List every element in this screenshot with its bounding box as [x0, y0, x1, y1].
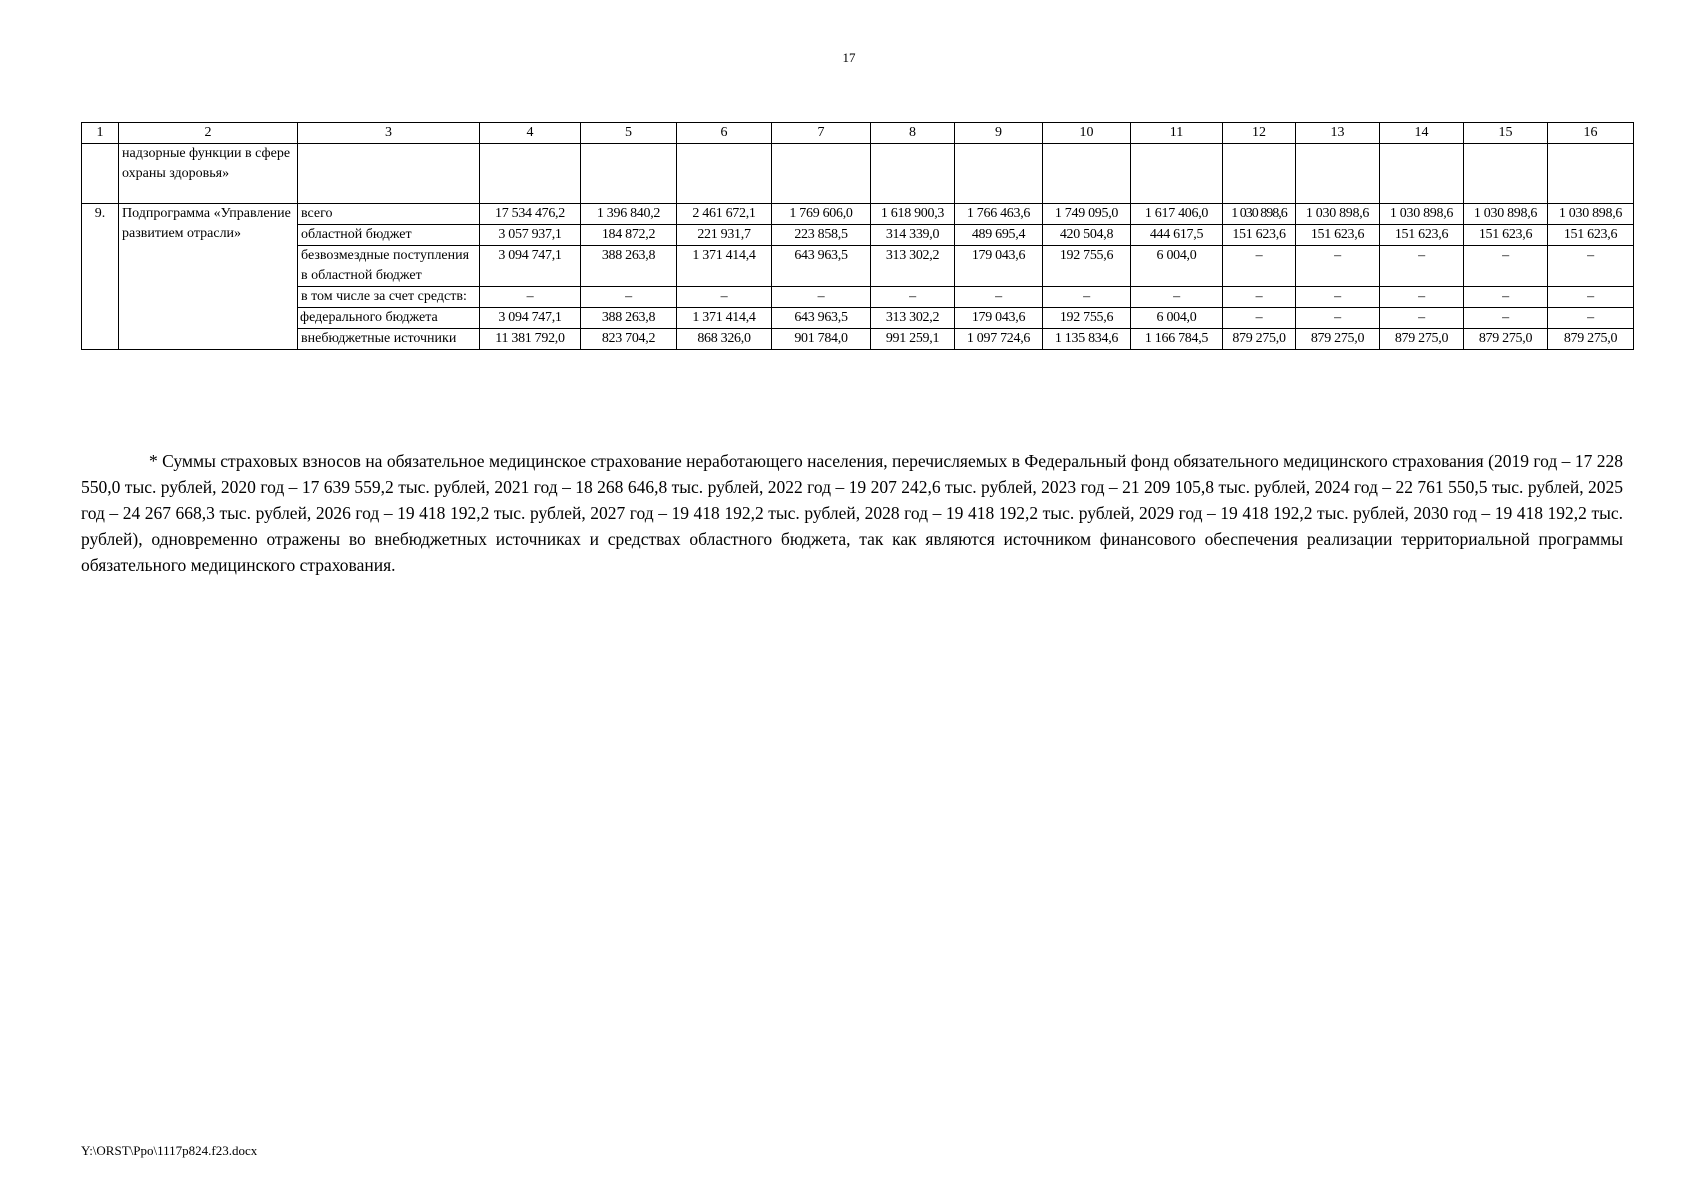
value-cell: – [677, 287, 772, 308]
value-cell: 3 094 747,1 [480, 246, 581, 287]
column-number: 6 [677, 123, 772, 144]
value-cell: 192 755,6 [1043, 246, 1131, 287]
value-cell: – [1380, 308, 1464, 329]
value-cell: 17 534 476,2 [480, 204, 581, 225]
row-number-cell: 9. [82, 204, 119, 350]
value-cell: 151 623,6 [1223, 225, 1296, 246]
value-cell: 1 030 898,6 [1380, 204, 1464, 225]
value-cell: – [1464, 308, 1548, 329]
funding-source-cell: федерального бюджета [298, 308, 480, 329]
value-cell: 3 057 937,1 [480, 225, 581, 246]
value-cell: 901 784,0 [772, 329, 871, 350]
value-cell: 1 030 898,6 [1548, 204, 1634, 225]
value-cell: – [1223, 246, 1296, 287]
value-cell: – [955, 287, 1043, 308]
value-cell: 1 030 898,6 [1464, 204, 1548, 225]
value-cell: 823 704,2 [581, 329, 677, 350]
footnote: * Суммы страховых взносов на обязательное медицинское страхование неработающего населения, перечисляемых в Федеральный фонд обязательного медицинского страхования (2019 год – 17 228 550,0 тыс. рублей, 2020 год – 17 639 559,2 тыс. рублей, 2021 год – 18 268 646,8 тыс. рублей, 2022 год – 19 207 242,6 тыс. рублей, 2023 год – 21 209 105,8 тыс. рублей, 2024 год – 22 761 550,5 тыс. рублей, 2025 год – 24 267 668,3 тыс. рублей, 2026 год – 19 418 192,2 тыс. рублей, 2027 год – 19 418 192,2 тыс. рублей, 2028 год – 19 418 192,2 тыс. рублей, 2029 год – 19 418 192,2 тыс. рублей, 2030 год – 19 418 192,2 тыс. рублей), одновременно отражены во внебюджетных источниках и средствах областного бюджета, так как являются источником финансового обеспечения реализации территориальной программы обязательного медицинского страхования. [81, 451, 1623, 575]
value-cell: 1 371 414,4 [677, 246, 772, 287]
empty-value-cell [1464, 144, 1548, 204]
value-cell: 489 695,4 [955, 225, 1043, 246]
value-cell: 1 030 898,6 [1223, 204, 1296, 225]
value-cell: 879 275,0 [1380, 329, 1464, 350]
funding-source-cell: областной бюджет [298, 225, 480, 246]
column-number: 11 [1131, 123, 1223, 144]
value-cell: – [1131, 287, 1223, 308]
file-path: Y:\ORST\Ppo\1117p824.f23.docx [81, 1143, 258, 1158]
value-cell: 444 617,5 [1131, 225, 1223, 246]
empty-value-cell [772, 144, 871, 204]
value-cell: 643 963,5 [772, 308, 871, 329]
value-cell: 879 275,0 [1223, 329, 1296, 350]
value-cell: – [1223, 308, 1296, 329]
value-cell: 151 623,6 [1296, 225, 1380, 246]
column-number: 13 [1296, 123, 1380, 144]
value-cell: – [1548, 287, 1634, 308]
empty-value-cell [1296, 144, 1380, 204]
column-number: 15 [1464, 123, 1548, 144]
value-cell: – [1043, 287, 1131, 308]
column-number: 14 [1380, 123, 1464, 144]
empty-value-cell [1131, 144, 1223, 204]
page-number: 17 [842, 50, 856, 65]
value-cell: 3 094 747,1 [480, 308, 581, 329]
value-cell: – [871, 287, 955, 308]
value-cell: – [1296, 246, 1380, 287]
empty-value-cell [1380, 144, 1464, 204]
value-cell: 313 302,2 [871, 246, 955, 287]
column-number: 7 [772, 123, 871, 144]
empty-value-cell [871, 144, 955, 204]
value-cell: 1 769 606,0 [772, 204, 871, 225]
funding-source-cell: безвозмездные поступления в областной бюджет [298, 246, 480, 287]
funding-source-cell: внебюджетные источники [298, 329, 480, 350]
empty-value-cell [955, 144, 1043, 204]
value-cell: 643 963,5 [772, 246, 871, 287]
table-row-including [82, 287, 1634, 308]
funding-source-cell: в том числе за счет средств: [298, 287, 480, 308]
empty-value-cell [581, 144, 677, 204]
table-row-federal-budget [82, 308, 1634, 329]
empty-value-cell [1548, 144, 1634, 204]
value-cell: 184 872,2 [581, 225, 677, 246]
value-cell: 1 766 463,6 [955, 204, 1043, 225]
value-cell: – [772, 287, 871, 308]
value-cell: 420 504,8 [1043, 225, 1131, 246]
value-cell: 223 858,5 [772, 225, 871, 246]
value-cell: 179 043,6 [955, 246, 1043, 287]
value-cell: 1 030 898,6 [1296, 204, 1380, 225]
column-number: 12 [1223, 123, 1296, 144]
value-cell: 151 623,6 [1464, 225, 1548, 246]
value-cell: 388 263,8 [581, 246, 677, 287]
value-cell: – [1296, 308, 1380, 329]
value-cell: 1 749 095,0 [1043, 204, 1131, 225]
column-number: 16 [1548, 123, 1634, 144]
value-cell: – [581, 287, 677, 308]
empty-value-cell [1043, 144, 1131, 204]
value-cell: 151 623,6 [1548, 225, 1634, 246]
program-name-cell: надзорные функции в сфере охраны здоровья» [119, 144, 298, 204]
table-row-total [82, 204, 1634, 225]
column-number: 4 [480, 123, 581, 144]
continuation-row [82, 144, 1634, 204]
funding-source-cell [298, 144, 480, 204]
value-cell: 1 618 900,3 [871, 204, 955, 225]
value-cell: 6 004,0 [1131, 308, 1223, 329]
empty-value-cell [677, 144, 772, 204]
column-number-row [82, 123, 1634, 144]
value-cell: – [1223, 287, 1296, 308]
value-cell: – [1548, 308, 1634, 329]
value-cell: 1 135 834,6 [1043, 329, 1131, 350]
value-cell: 1 617 406,0 [1131, 204, 1223, 225]
value-cell: 313 302,2 [871, 308, 955, 329]
value-cell: – [1548, 246, 1634, 287]
column-number: 2 [119, 123, 298, 144]
column-number: 10 [1043, 123, 1131, 144]
value-cell: – [1464, 287, 1548, 308]
column-number: 3 [298, 123, 480, 144]
subprogram-name-cell: Подпрограмма «Управление развитием отрасли» [119, 204, 298, 350]
value-cell: 1 097 724,6 [955, 329, 1043, 350]
value-cell: – [1296, 287, 1380, 308]
value-cell: 11 381 792,0 [480, 329, 581, 350]
value-cell: 314 339,0 [871, 225, 955, 246]
empty-value-cell [1223, 144, 1296, 204]
value-cell: 1 396 840,2 [581, 204, 677, 225]
value-cell: – [1380, 287, 1464, 308]
value-cell: 868 326,0 [677, 329, 772, 350]
value-cell: 1 166 784,5 [1131, 329, 1223, 350]
value-cell: 192 755,6 [1043, 308, 1131, 329]
value-cell: 879 275,0 [1464, 329, 1548, 350]
column-number: 1 [82, 123, 119, 144]
value-cell: 6 004,0 [1131, 246, 1223, 287]
row-number-cell [82, 144, 119, 204]
value-cell: 879 275,0 [1296, 329, 1380, 350]
value-cell: 221 931,7 [677, 225, 772, 246]
value-cell: 151 623,6 [1380, 225, 1464, 246]
budget-table [81, 122, 1634, 350]
table-row-grants [82, 246, 1634, 287]
value-cell: 879 275,0 [1548, 329, 1634, 350]
table-row-extrabudgetary [82, 329, 1634, 350]
value-cell: 1 371 414,4 [677, 308, 772, 329]
column-number: 8 [871, 123, 955, 144]
value-cell: – [1380, 246, 1464, 287]
value-cell: – [480, 287, 581, 308]
value-cell: 2 461 672,1 [677, 204, 772, 225]
value-cell: 179 043,6 [955, 308, 1043, 329]
empty-value-cell [480, 144, 581, 204]
table-row-regional-budget [82, 225, 1634, 246]
column-number: 9 [955, 123, 1043, 144]
value-cell: 991 259,1 [871, 329, 955, 350]
funding-source-cell: всего [298, 204, 480, 225]
value-cell: – [1464, 246, 1548, 287]
value-cell: 388 263,8 [581, 308, 677, 329]
column-number: 5 [581, 123, 677, 144]
